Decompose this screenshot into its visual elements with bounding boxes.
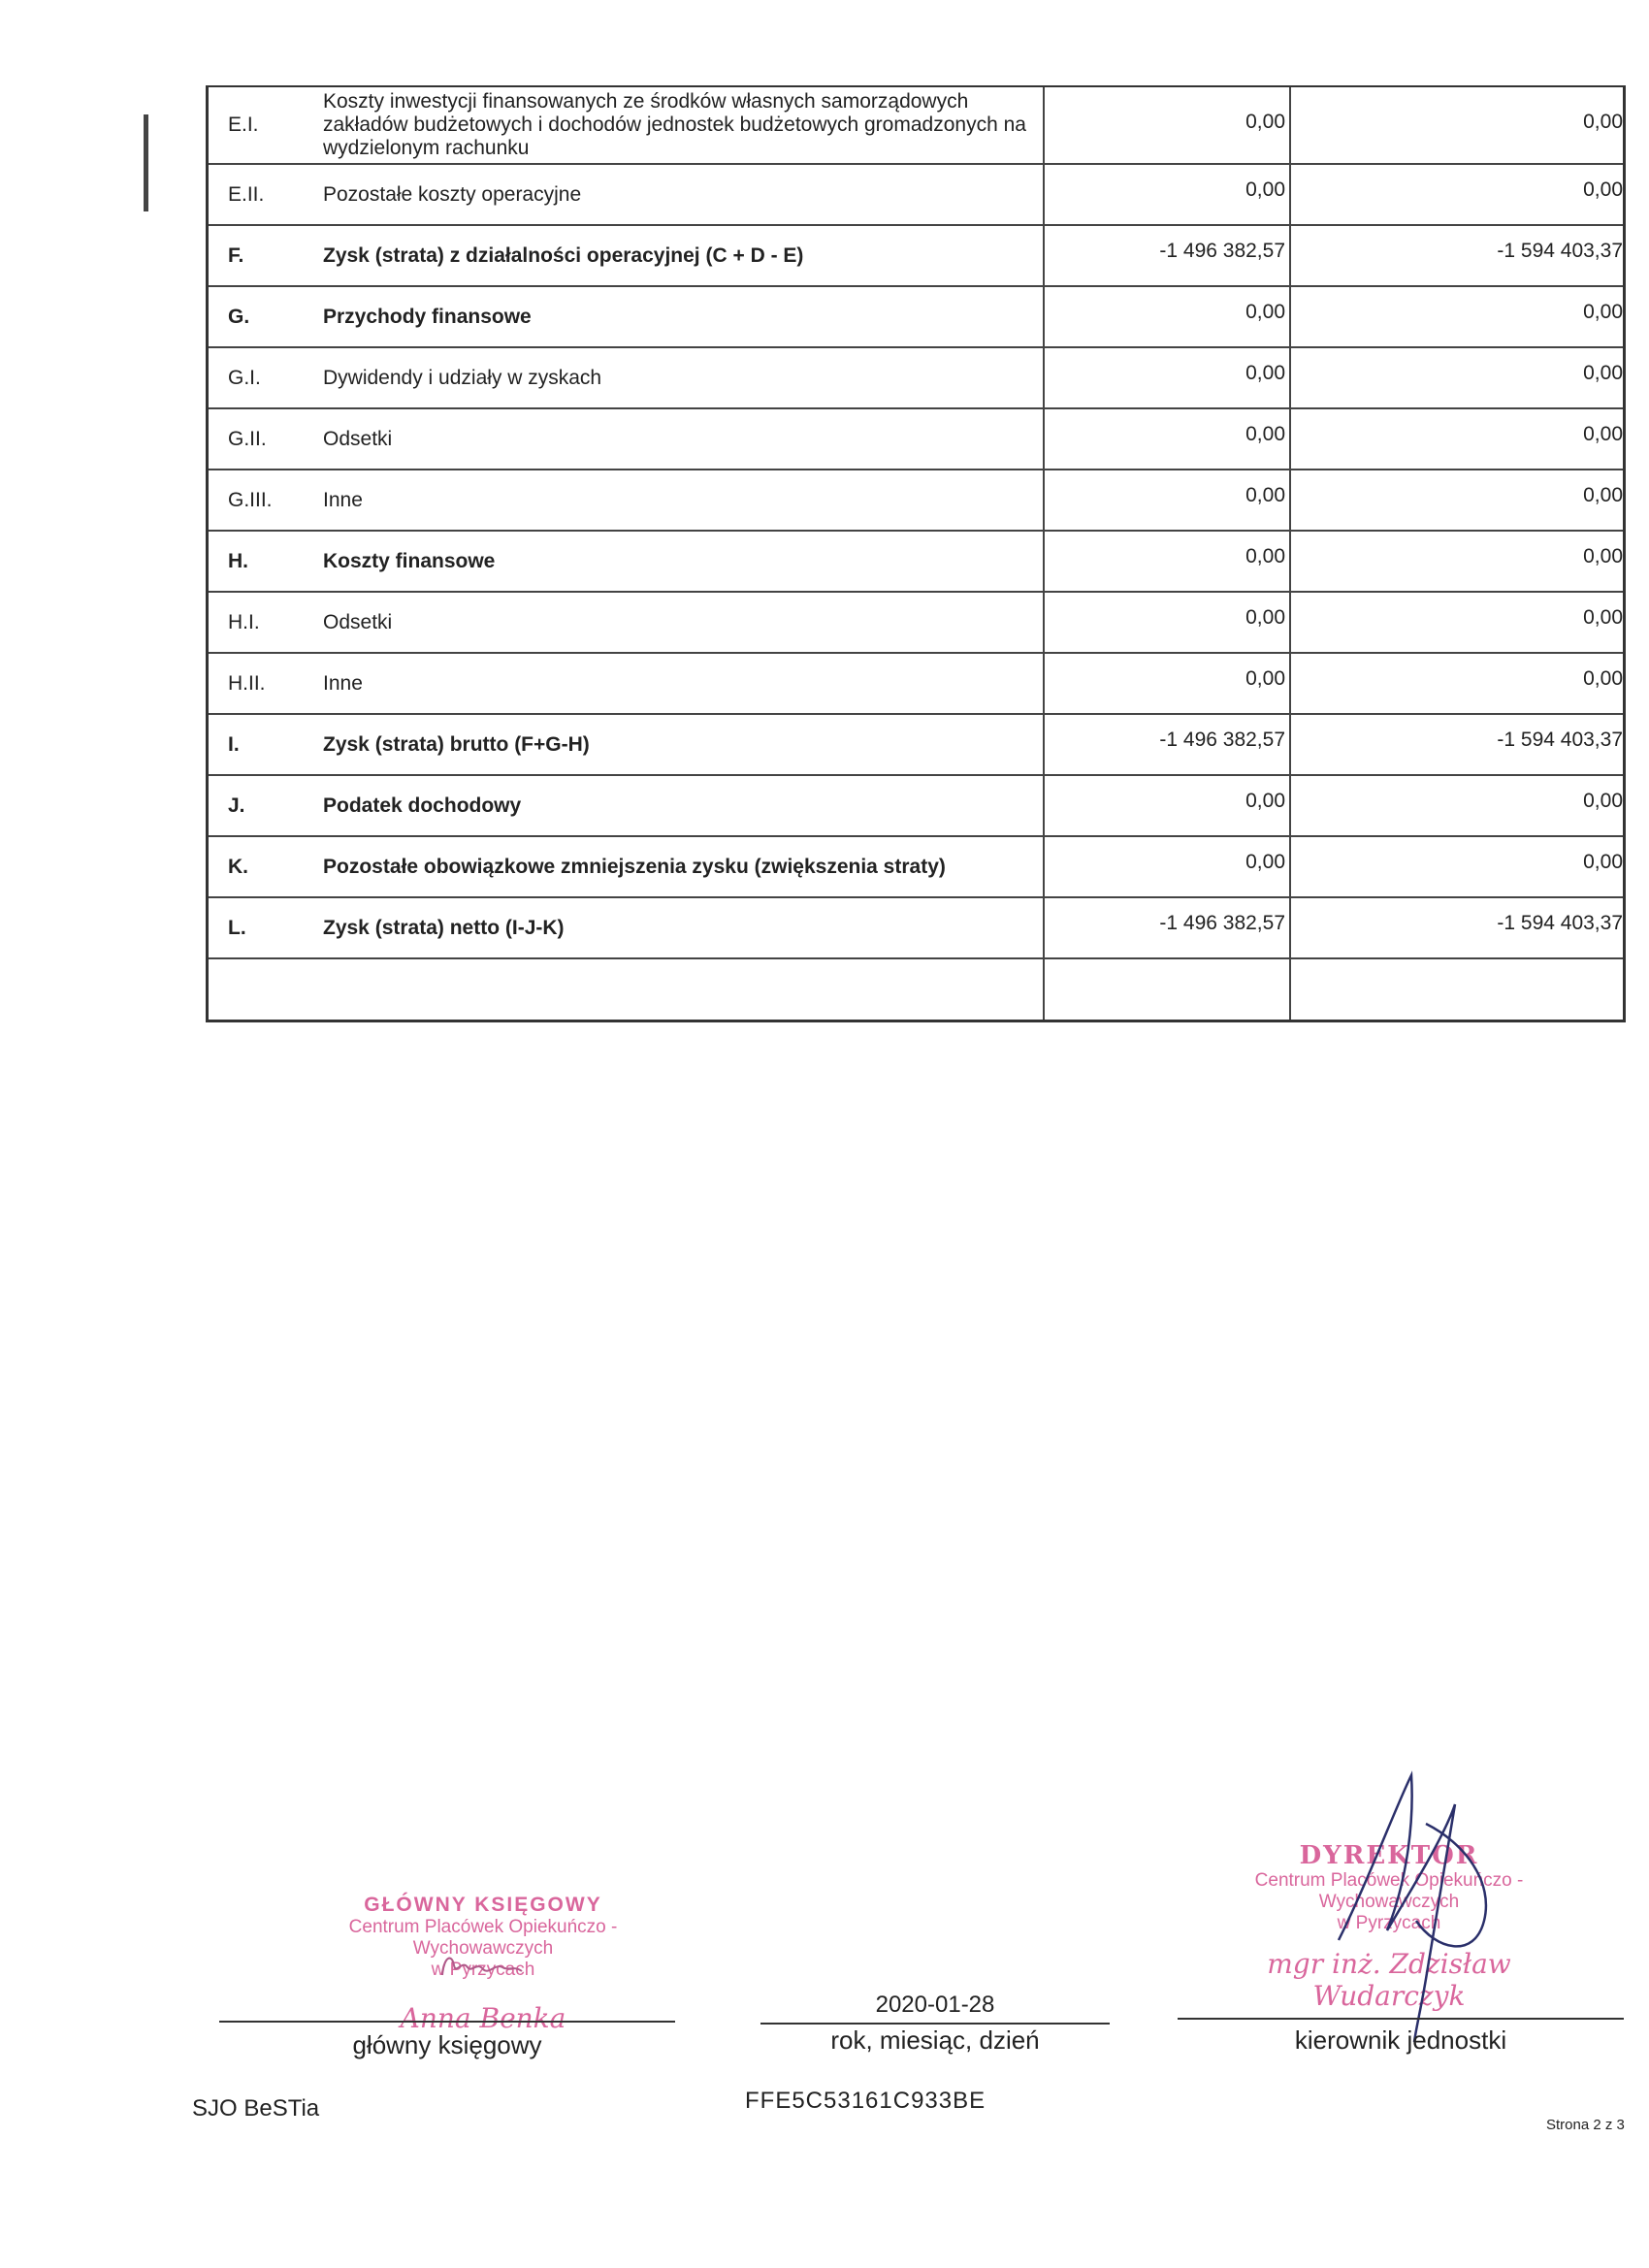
value-previous-year: 0,00 (1043, 165, 1289, 224)
empty-cell (209, 959, 323, 1020)
value-previous-year: 0,00 (1043, 348, 1289, 407)
row-description: Podatek dochodowy (323, 794, 522, 817)
row-description: Odsetki (323, 427, 393, 450)
value-current-year: 0,00 (1289, 470, 1623, 530)
value-previous-year: 0,00 (1043, 87, 1289, 163)
financial-table (206, 85, 1626, 1022)
value-current-year: 0,00 (1289, 532, 1623, 591)
table-row (209, 226, 1623, 287)
director-signature (1300, 1766, 1513, 2057)
value-current-year: 0,00 (1289, 837, 1623, 896)
table-row (209, 87, 1623, 165)
row-description: Inne (323, 671, 363, 695)
table-row (209, 409, 1623, 470)
page-number: Strona 2 z 3 (1546, 2117, 1625, 2133)
row-code: E.I. (228, 113, 259, 136)
empty-cell (323, 959, 1043, 1020)
value-previous-year: 0,00 (1043, 776, 1289, 835)
stamp-city: w Pyrzycach (431, 1960, 535, 1980)
date-caption: rok, miesiąc, dzień (830, 2025, 1040, 2055)
value-current-year: 0,00 (1289, 287, 1623, 346)
row-description: Zysk (strata) z działalności operacyjnej (C + D - E) (323, 243, 804, 267)
date-signature-line (760, 2023, 1110, 2025)
table-row (209, 287, 1623, 348)
value-previous-year: 0,00 (1043, 287, 1289, 346)
row-code: H.I. (228, 610, 260, 633)
row-code: I. (228, 732, 240, 756)
system-name: SJO BeSTia (192, 2095, 320, 2122)
row-code: J. (228, 794, 245, 817)
value-current-year: 0,00 (1289, 87, 1623, 163)
value-previous-year: 0,00 (1043, 593, 1289, 652)
empty-cell (1043, 959, 1289, 1020)
row-description: Pozostałe koszty operacyjne (323, 182, 582, 206)
binding-mark (144, 114, 148, 211)
row-code: E.II. (228, 182, 265, 206)
row-description: Inne (323, 488, 363, 511)
row-description: Zysk (strata) brutto (F+G-H) (323, 732, 590, 756)
table-row (209, 348, 1623, 409)
stamp-title: DYREKTOR (1299, 1841, 1479, 1870)
table-row (209, 837, 1623, 898)
chief-accountant-signature-line (219, 2021, 675, 2023)
value-previous-year: 0,00 (1043, 837, 1289, 896)
row-description: Dywidendy i udziały w zyskach (323, 366, 602, 389)
value-previous-year: -1 496 382,57 (1043, 715, 1289, 774)
row-code: G.III. (228, 488, 273, 511)
row-description: Koszty finansowe (323, 549, 496, 572)
signing-date: 2020-01-28 (875, 1992, 995, 2018)
table-row-empty (209, 959, 1623, 1020)
value-current-year: 0,00 (1289, 165, 1623, 224)
row-code: F. (228, 243, 244, 267)
stamp-person-name: mgr inż. Zdzisław Wudarczyk (1267, 1948, 1511, 2012)
value-current-year: -1 594 403,37 (1289, 226, 1623, 285)
stamp-city: w Pyrzycach (1337, 1913, 1441, 1933)
row-code: G.II. (228, 427, 267, 450)
value-current-year: 0,00 (1289, 654, 1623, 713)
head-of-unit-caption: kierownik jednostki (1294, 2025, 1507, 2055)
table-row (209, 470, 1623, 532)
table-row (209, 654, 1623, 715)
value-current-year: 0,00 (1289, 348, 1623, 407)
empty-cell (1289, 959, 1623, 1020)
table-row (209, 898, 1623, 959)
handwritten-initials (433, 1946, 530, 1985)
document-control-code: FFE5C53161C933BE (745, 2088, 986, 2114)
row-code: K. (228, 855, 248, 878)
row-code: H. (228, 549, 248, 572)
table-row (209, 776, 1623, 837)
value-current-year: -1 594 403,37 (1289, 898, 1623, 957)
stamp-institution: Centrum Placówek Opiekuńczo -Wychowawczych (1254, 1870, 1524, 1912)
row-code: G. (228, 305, 250, 328)
stamp-title: GŁÓWNY KSIĘGOWY (364, 1894, 602, 1916)
value-current-year: 0,00 (1289, 776, 1623, 835)
chief-accountant-caption: główny księgowy (352, 2030, 542, 2059)
value-current-year: 0,00 (1289, 409, 1623, 469)
value-previous-year: 0,00 (1043, 532, 1289, 591)
row-description: Pozostałe obowiązkowe zmniejszenia zysku (zwiększenia straty) (323, 855, 946, 878)
value-previous-year: 0,00 (1043, 654, 1289, 713)
row-description: Przychody finansowe (323, 305, 532, 328)
table-row (209, 715, 1623, 776)
row-description: Zysk (strata) netto (I-J-K) (323, 916, 565, 939)
row-description: Koszty inwestycji finansowanych ze środków własnych samorządowych zakładów budżetowych i dochodów jednostek budżetowych gromadzonych na wydzielonym rachunku (323, 90, 1026, 159)
row-code: H.II. (228, 671, 266, 695)
value-previous-year: -1 496 382,57 (1043, 226, 1289, 285)
value-current-year: -1 594 403,37 (1289, 715, 1623, 774)
table-row (209, 532, 1623, 593)
stamp-person-name: Anna Benka (400, 2002, 566, 2034)
head-of-unit-signature-line (1178, 2018, 1624, 2020)
table-row (209, 593, 1623, 654)
table-row (209, 165, 1623, 226)
stamp-institution: Centrum Placówek Opiekuńczo -Wychowawczych (348, 1917, 618, 1959)
row-description: Odsetki (323, 610, 393, 633)
value-previous-year: 0,00 (1043, 409, 1289, 469)
value-previous-year: -1 496 382,57 (1043, 898, 1289, 957)
row-code: G.I. (228, 366, 261, 389)
value-previous-year: 0,00 (1043, 470, 1289, 530)
value-current-year: 0,00 (1289, 593, 1623, 652)
row-code: L. (228, 916, 246, 939)
